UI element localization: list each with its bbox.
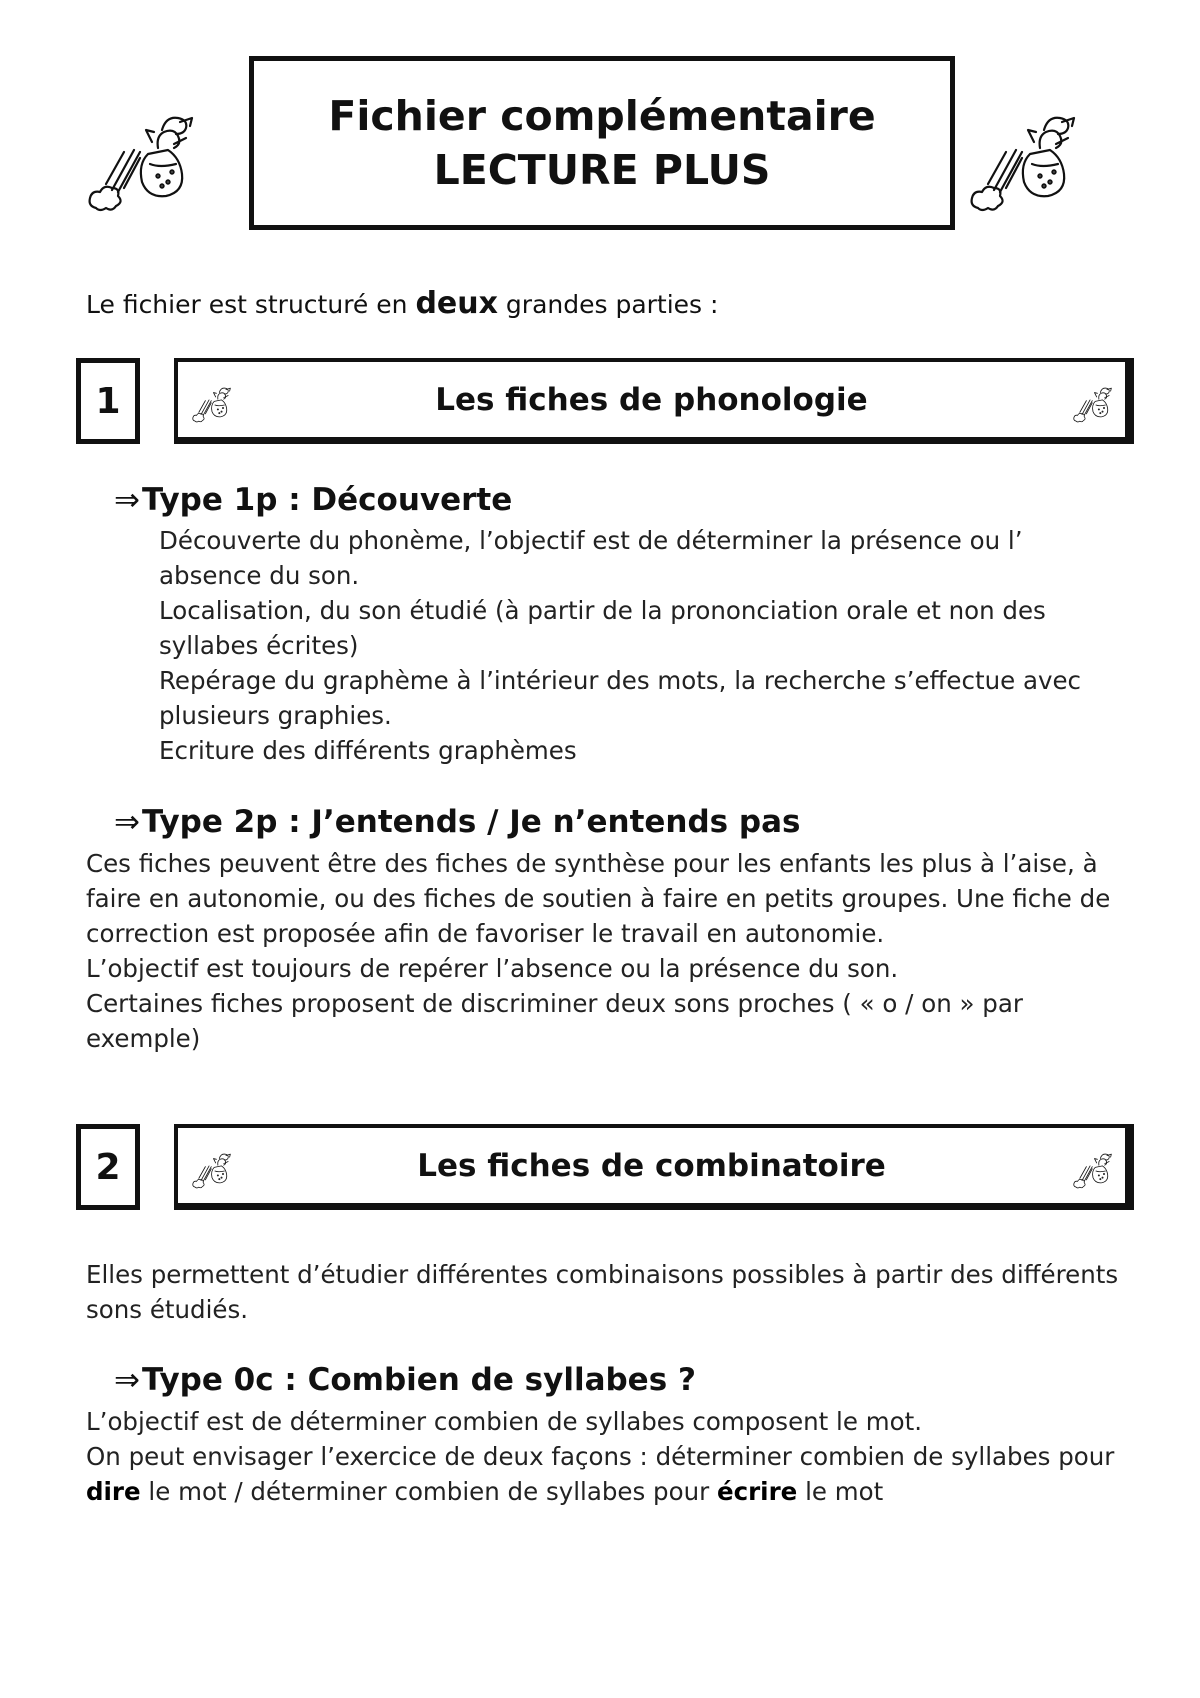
emphasis-dire: dire (86, 1477, 141, 1506)
section-2-intro: Elles permettent d’étudier différentes combinaisons possibles à partir des différents sons étudiés. (86, 1260, 1119, 1324)
paragraph-rich (86, 1439, 1136, 1509)
paragraph: Ecriture des différents graphèmes (159, 736, 577, 765)
arrow-icon: ⇒ (114, 804, 140, 840)
page-title-box (249, 56, 955, 230)
paragraph: Découverte du phonème, l’objectif est de déterminer la présence ou l’ absence du son. (159, 526, 1023, 590)
paragraph: L’objectif est de déterminer combien de syllabes composent le mot. (86, 1407, 922, 1436)
type-1p-body (159, 523, 1129, 768)
paragraph: Certaines fiches proposent de discriminer deux sons proches ( « o / on » par exemple) (86, 989, 1023, 1053)
section-2-title: Les fiches de combinatoire (417, 1147, 886, 1184)
type-1p-heading (114, 482, 512, 518)
intro-emphasis: deux (415, 286, 498, 321)
section-2-header (174, 1124, 1134, 1210)
section-1-number: 1 (76, 358, 140, 444)
type-0c-title: Type 0c : Combien de syllabes ? (141, 1362, 696, 1398)
type-1p-title: Type 1p : Découverte (141, 482, 513, 518)
type-2p-heading (114, 804, 800, 840)
type-2p-body (86, 846, 1136, 1056)
section-1-header (174, 358, 1134, 444)
arrow-icon: ⇒ (114, 482, 140, 518)
paragraph: L’objectif est toujours de repérer l’absence ou la présence du son. (86, 954, 899, 983)
type-0c-heading (114, 1362, 696, 1398)
paragraph: Ces fiches peuvent être des fiches de synthèse pour les enfants les plus à l’aise, à faire en autonomie, ou des fiches de soutien à faire en petits groupes. Une fiche de correction est proposée afin de favoriser le travail en autonomie. (86, 849, 1111, 948)
paragraph: Localisation, du son étudié (à partir de la prononciation orale et non des syllabes écrites) (159, 596, 1046, 660)
section-2-number: 2 (76, 1124, 140, 1210)
text-part: le mot / déterminer combien de syllabes pour (140, 1477, 717, 1506)
section-2-left-icon (190, 1134, 234, 1200)
text-part: On peut envisager l’exercice de deux façons : déterminer combien de syllabes pour (86, 1442, 1115, 1471)
emphasis-ecrire: écrire (716, 1477, 798, 1506)
section-1-right-icon (1071, 368, 1115, 434)
arrow-icon: ⇒ (114, 1362, 140, 1398)
section-1-title: Les fiches de phonologie (435, 381, 868, 418)
text-part: le mot (797, 1477, 884, 1506)
type-0c-body (86, 1404, 1136, 1509)
type-2p-title: Type 2p : J’entends / Je n’entends pas (141, 804, 801, 840)
page-title-line2: LECTURE PLUS (433, 146, 771, 194)
decoration-left-icon (82, 78, 202, 228)
page-title-line1: Fichier complémentaire (328, 92, 876, 140)
intro-text (86, 286, 718, 321)
intro-after: grandes parties : (497, 290, 719, 319)
intro-before: Le fichier est structuré en (86, 290, 416, 319)
decoration-right-icon (964, 78, 1084, 228)
paragraph: Repérage du graphème à l’intérieur des mots, la recherche s’effectue avec plusieurs graphies. (159, 666, 1082, 730)
section-2-right-icon (1071, 1134, 1115, 1200)
section-1-left-icon (190, 368, 234, 434)
